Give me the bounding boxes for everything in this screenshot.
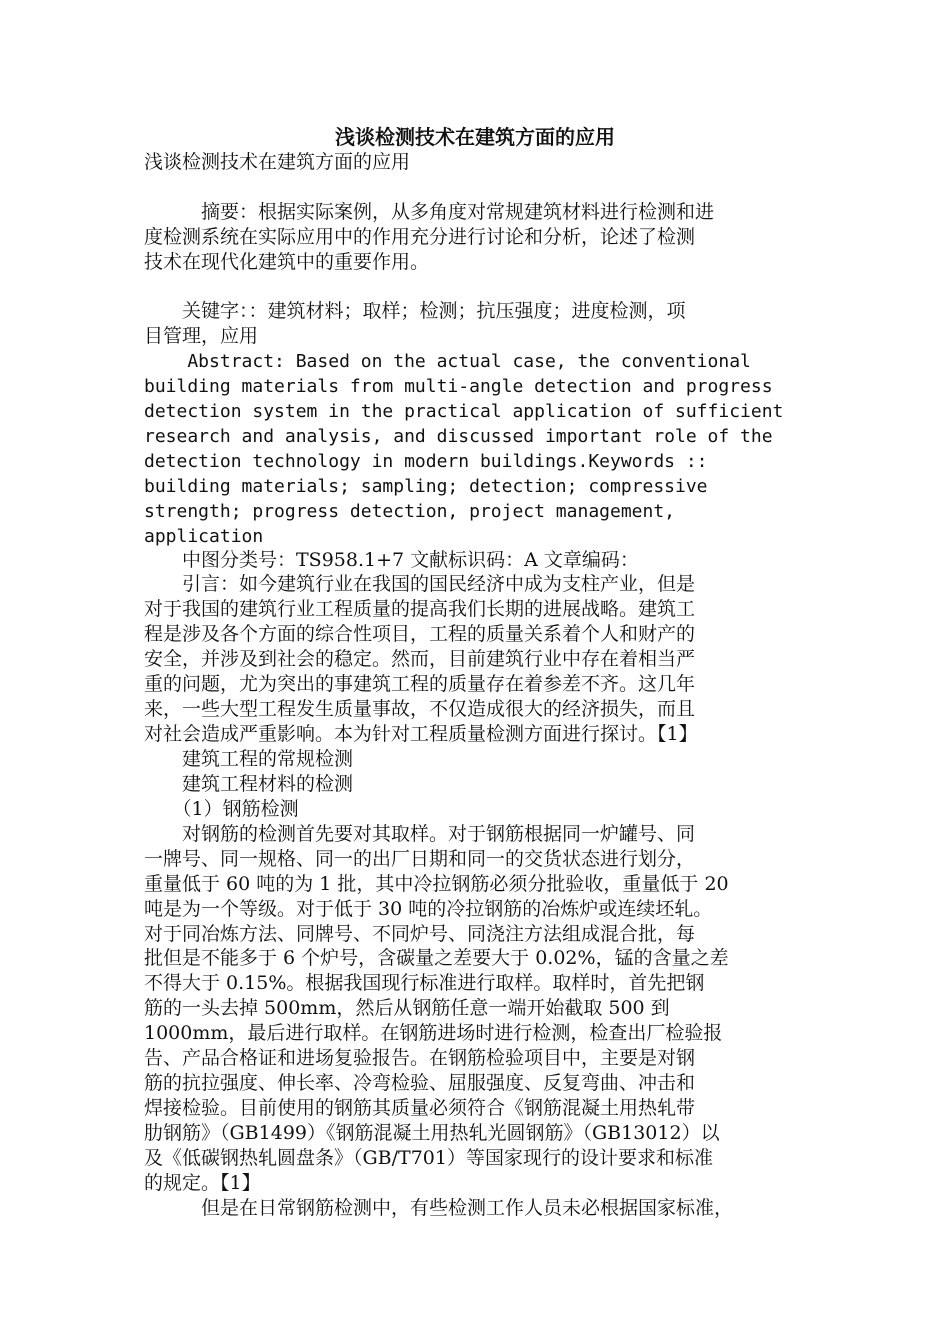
body-line: 筋的一头去掉 500mm，然后从钢筋任意一端开始截取 500 到 <box>144 997 670 1019</box>
body-line: 批但是不能多于 6 个炉号，含碳量之差要大于 0.02%，锰的含量之差 <box>144 947 729 969</box>
intro-line: 引言：如今建筑行业在我国的国民经济中成为支柱产业，但是 <box>144 573 696 595</box>
keywords-line: 目管理，应用 <box>144 325 259 347</box>
abstract-en-line: research and analysis, and discussed important role of the <box>144 426 773 447</box>
body-line: 肋钢筋》（GB1499）《钢筋混凝土用热轧光圆钢筋》（GB13012）以 <box>144 1122 720 1144</box>
body-line: 吨是为一个等级。对于低于 30 吨的冷拉钢筋的冶炼炉或连续坯轧。 <box>144 898 713 920</box>
body-line: 筋的抗拉强度、伸长率、冷弯检验、屈服强度、反复弯曲、冲击和 <box>144 1072 696 1094</box>
abstract-cn-line: 度检测系统在实际应用中的作用充分进行讨论和分析，论述了检测 <box>144 226 696 248</box>
document-subtitle: 浅谈检测技术在建筑方面的应用 <box>144 151 411 173</box>
body-line: 焊接检验。目前使用的钢筋其质量必须符合《钢筋混凝土用热轧带 <box>144 1097 696 1119</box>
body-line: 的规定。【1】 <box>144 1172 261 1194</box>
intro-line: 安全，并涉及到社会的稳定。然而，目前建筑行业中存在着相当严 <box>144 648 696 670</box>
abstract-en-line: building materials; sampling; detection; compressive <box>144 476 708 497</box>
classification-line: 中图分类号：TS958.1+7 文献标识码：A 文章编码： <box>144 549 639 571</box>
body-line: 1000mm，最后进行取样。在钢筋进场时进行检测，检查出厂检验报 <box>144 1022 723 1044</box>
section-heading: （1）钢筋检测 <box>144 798 299 820</box>
body-line: 告、产品合格证和进场复验报告。在钢筋检验项目中，主要是对钢 <box>144 1047 696 1069</box>
abstract-en-line: detection technology in modern buildings.Keywords :: <box>144 451 708 472</box>
body-line: 但是在日常钢筋检测中，有些检测工作人员未必根据国家标准， <box>144 1197 734 1219</box>
body-line: 一牌号、同一规格、同一的出厂日期和同一的交货状态进行划分， <box>144 848 696 870</box>
body-line: 重量低于 60 吨的为 1 批，其中冷拉钢筋必须分批验收，重量低于 20 <box>144 873 729 895</box>
abstract-en-line: Abstract: Based on the actual case, the conventional <box>144 351 751 372</box>
section-heading: 建筑工程的常规检测 <box>144 748 354 770</box>
abstract-en-line: building materials from multi-angle detection and progress <box>144 376 773 397</box>
intro-line: 对于我国的建筑行业工程质量的提高我们长期的进展战略。建筑工 <box>144 598 696 620</box>
intro-line: 对社会造成严重影响。本为针对工程质量检测方面进行探讨。【1】 <box>144 723 698 745</box>
body-line: 对钢筋的检测首先要对其取样。对于钢筋根据同一炉罐号、同 <box>144 823 696 845</box>
body-line: 不得大于 0.15%。根据我国现行标准进行取样。取样时，首先把钢 <box>144 972 705 994</box>
abstract-en-line: application <box>144 526 264 547</box>
intro-line: 重的问题，尤为突出的事建筑工程的质量存在着参差不齐。这几年 <box>144 673 696 695</box>
document-title: 浅谈检测技术在建筑方面的应用 <box>335 125 615 149</box>
body-line: 对于同冶炼方法、同牌号、不同炉号、同浇注方法组成混合批，每 <box>144 923 696 945</box>
abstract-en-line: detection system in the practical application of sufficient <box>144 401 784 422</box>
section-heading: 建筑工程材料的检测 <box>144 773 354 795</box>
abstract-cn-line: 技术在现代化建筑中的重要作用。 <box>144 251 430 273</box>
abstract-en-line: strength; progress detection, project management, <box>144 501 676 522</box>
body-line: 及《低碳钢热轧圆盘条》（GB/T701）等国家现行的设计要求和标准 <box>144 1147 713 1169</box>
keywords-line: 关键字：：建筑材料；取样；检测；抗压强度；进度检测，项 <box>144 300 686 322</box>
abstract-cn-line: 摘要：根据实际案例，从多角度对常规建筑材料进行检测和进 <box>144 201 715 223</box>
intro-line: 程是涉及各个方面的综合性项目，工程的质量关系着个人和财产的 <box>144 623 696 645</box>
intro-line: 来，一些大型工程发生质量事故，不仅造成很大的经济损失，而且 <box>144 698 696 720</box>
